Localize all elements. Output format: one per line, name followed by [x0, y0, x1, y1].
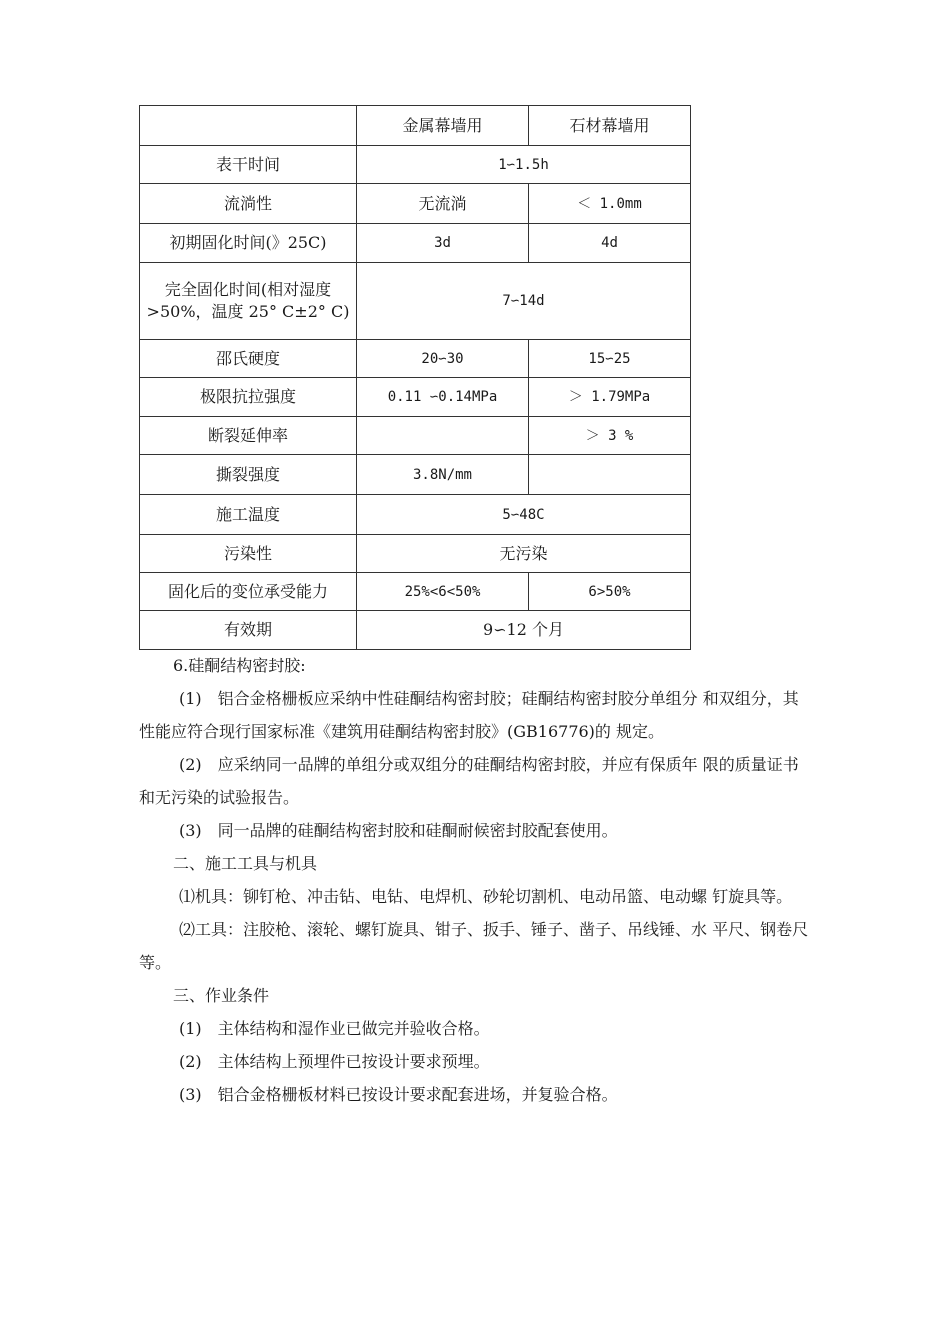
row-value-metal: 3d: [357, 224, 529, 263]
paragraph: (2) 应采纳同一品牌的单组分或双组分的硅酮结构密封胶，并应有保质年 限的质量证书和无污染的试验报告。: [139, 755, 799, 807]
row-label: 断裂延伸率: [140, 417, 357, 455]
row-value-metal: 20∽30: [357, 340, 529, 378]
section-3-title: 三、作业条件: [173, 986, 270, 1005]
paragraph: ⑵工具：注胶枪、滚轮、螺钉旋具、钳子、扳手、锤子、凿子、吊线锤、水 平尺、钢卷尺等。: [139, 920, 809, 972]
table-row: [140, 378, 691, 417]
row-value-merged: 1∽1.5h: [357, 146, 691, 184]
row-value-merged: 无污染: [357, 535, 691, 573]
row-value-stone: ＞ 3 %: [529, 417, 691, 455]
table-row: [140, 573, 691, 611]
body-text: [139, 649, 814, 1111]
table-row: [140, 495, 691, 535]
row-label: 污染性: [140, 535, 357, 573]
table-row: [140, 146, 691, 184]
table-row: [140, 417, 691, 455]
table-row: [140, 535, 691, 573]
row-value-metal: 0.11 ∽0.14MPa: [357, 378, 529, 417]
row-value-stone: 15∽25: [529, 340, 691, 378]
table-row: [140, 611, 691, 650]
table-header-row: [140, 106, 691, 146]
row-value-stone: ＞ 1.79MPa: [529, 378, 691, 417]
row-value-metal: [357, 417, 529, 455]
row-label: 固化后的变位承受能力: [140, 573, 357, 611]
row-label: 邵氏硬度: [140, 340, 357, 378]
header-cell-metal: 金属幕墙用: [357, 106, 529, 146]
header-cell-stone: 石材幕墙用: [529, 106, 691, 146]
table-row: [140, 455, 691, 495]
row-value-stone: [529, 455, 691, 495]
row-label: 表干时间: [140, 146, 357, 184]
paragraph: (1) 铝合金格栅板应采纳中性硅酮结构密封胶；硅酮结构密封胶分单组分 和双组分，其性能应符合现行国家标准《建筑用硅酮结构密封胶》(GB16776)的 规定。: [139, 689, 799, 741]
row-label: 有效期: [140, 611, 357, 650]
paragraph: (3) 铝合金格栅板材料已按设计要求配套进场，并复验合格。: [179, 1085, 618, 1104]
row-label: 施工温度: [140, 495, 357, 535]
paragraph: (3) 同一品牌的硅酮结构密封胶和硅酮耐候密封胶配套使用。: [179, 821, 618, 840]
row-label: 流淌性: [140, 184, 357, 224]
row-value-stone: 4d: [529, 224, 691, 263]
row-value-merged: 7∽14d: [357, 263, 691, 340]
row-value-metal: 无流淌: [357, 184, 529, 224]
table-row: [140, 340, 691, 378]
table-row: [140, 224, 691, 263]
paragraph: ⑴机具：铆钉枪、冲击钻、电钻、电焊机、砂轮切割机、电动吊篮、电动螺 钉旋具等。: [179, 887, 793, 906]
row-value-merged: 9∽12 个月: [357, 611, 691, 650]
header-cell-empty: [140, 106, 357, 146]
section-6-title: 6.硅酮结构密封胶:: [173, 656, 306, 675]
table-row: [140, 184, 691, 224]
row-value-metal: 3.8N/mm: [357, 455, 529, 495]
row-value-stone: ＜ 1.0mm: [529, 184, 691, 224]
row-label: 撕裂强度: [140, 455, 357, 495]
paragraph: (1) 主体结构和湿作业已做完并验收合格。: [179, 1019, 490, 1038]
row-label: 极限抗拉强度: [140, 378, 357, 417]
row-value-metal: 25%<6<50%: [357, 573, 529, 611]
spec-table: [139, 105, 691, 650]
paragraph: (2) 主体结构上预埋件已按设计要求预埋。: [179, 1052, 490, 1071]
row-label: 完全固化时间(相对湿度>50%，温度 25° C±2° C): [140, 263, 357, 340]
table-row: [140, 263, 691, 340]
row-label: 初期固化时间(》25C): [140, 224, 357, 263]
row-value-stone: 6>50%: [529, 573, 691, 611]
row-value-merged: 5∽48C: [357, 495, 691, 535]
section-2-title: 二、施工工具与机具: [173, 854, 318, 873]
